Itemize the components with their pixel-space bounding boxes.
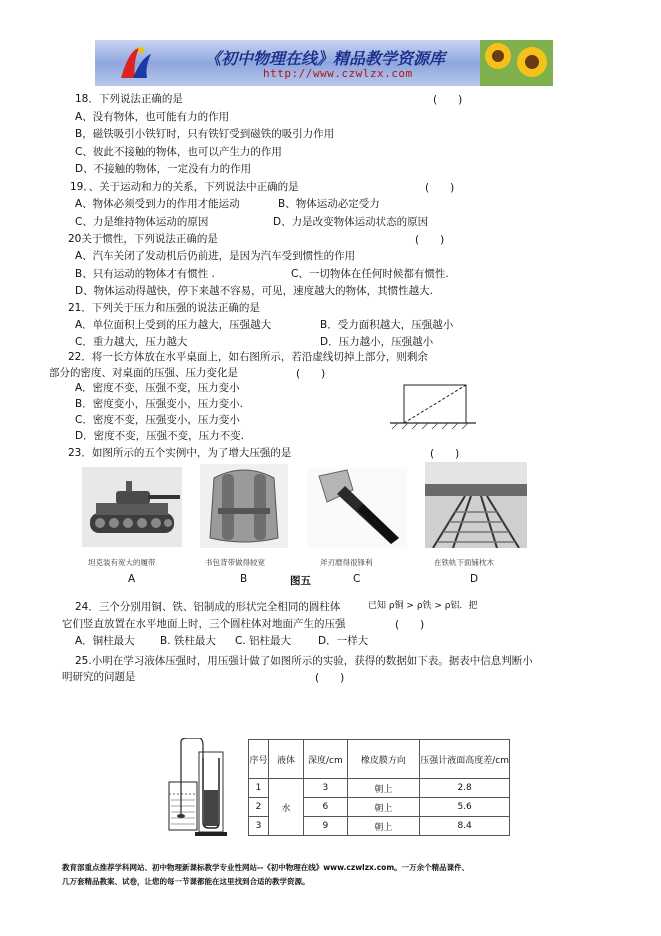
table-cell: 6 (304, 798, 348, 817)
table-header-cell: 橡皮膜方向 (347, 740, 420, 779)
q23-letter-c: C (353, 573, 361, 585)
table-cell: 2 (249, 798, 269, 817)
table-cell: 5.6 (420, 798, 510, 817)
table-cell: 1 (249, 779, 269, 798)
axe-photo (307, 468, 407, 548)
q19-stem: 19．、关于运动和力的关系，下列说法中正确的是 (70, 181, 299, 193)
block-on-table-diagram (388, 382, 478, 434)
pressure-gauge-diagram (165, 738, 230, 838)
q18-option-b: B，磁铁吸引小铁钉时，只有铁钉受到磁铁的吸引力作用 (75, 128, 335, 140)
table-cell: 朝上 (347, 817, 420, 836)
q21-stem: 21．下列关于压力和压强的说法正确的是 (68, 302, 260, 314)
table-cell: 朝上 (347, 798, 420, 817)
q24-answer-bracket[interactable]: ( ) (395, 619, 425, 631)
q18-option-a: A、没有物体，也可能有力的作用 (75, 111, 230, 123)
sunflower-icon (480, 40, 553, 86)
q19-option-a: A、物体必须受到力的作用才能运动 (75, 198, 240, 210)
q23-letter-a: A (128, 573, 136, 585)
q24-stem-line1: 24．三个分别用铜、铁、铝制成的形状完全相同的圆柱体 (75, 601, 341, 613)
q22-option-a: A．密度不变，压强不变，压力变小 (75, 382, 240, 394)
footer-line2: 几万套精品教案、试卷，让您的每一节课都能在这里找到合适的教学资源。 (62, 877, 310, 886)
q21-option-c: C．重力越大，压力越大 (75, 336, 188, 348)
q24-option-a: A．铜柱最大 (75, 635, 135, 647)
banner-title: 《初中物理在线》精品教学资源库 (205, 49, 446, 68)
q22-option-c: C．密度不变，压强变小，压力变小 (75, 414, 240, 426)
q23-figure-label: 图五 (290, 575, 311, 587)
q25-stem-line1: 25.小明在学习液体压强时，用压强计做了如图所示的实验，获得的数据如下表。据表中信息判断小 (75, 655, 533, 667)
table-header-row (249, 740, 510, 779)
q22-answer-bracket[interactable]: ( ) (296, 368, 326, 380)
q23-letter-b: B (240, 573, 248, 585)
q21-option-b: B．受力面积越大，压强越小 (320, 319, 454, 331)
q23-caption-b: 书包背带做得较宽 (205, 558, 265, 567)
header-banner (95, 40, 553, 86)
q18-option-d: D、不接触的物体，一定没有力的作用 (75, 163, 252, 175)
table-header-cell: 序号 (249, 740, 269, 779)
table-cell: 9 (304, 817, 348, 836)
q23-letter-d: D (470, 573, 479, 585)
logo-icon (115, 44, 155, 82)
q23-stem: 23．如图所示的五个实例中，为了增大压强的是 (68, 447, 292, 459)
q18-stem: 18．下列说法正确的是 (75, 93, 183, 105)
tank-photo (82, 467, 182, 547)
q24-density-formula: 已知 ρ铜 > ρ铁 > ρ铝．把 (368, 601, 478, 611)
q19-option-b: B、物体运动必定受力 (278, 198, 380, 210)
q20-option-a: A、汽车关闭了发动机后仍前进，是因为汽车受到惯性的作用 (75, 250, 356, 262)
footer-line1: 教育部重点推荐学科网站、初中物理新课标教学专业性网站--《初中物理在线》www.czwlzx.com。一万余个精品课件、 (62, 863, 470, 872)
q18-answer-bracket[interactable]: ( ) (433, 94, 463, 106)
q22-option-d: D．密度不变，压强不变，压力不变. (75, 430, 244, 442)
q20-option-d: D、物体运动得越快，停下来越不容易，可见，速度越大的物体，其惯性越大. (75, 285, 433, 297)
q21-option-d: D．压力越小，压强越小 (320, 336, 434, 348)
table-row (249, 779, 510, 798)
q22-stem-line2: 部分的密度、对桌面的压强、压力变化是 (49, 367, 238, 379)
table-header-cell: 深度/cm (304, 740, 348, 779)
table-header-cell: 压强计液面高度差/cm (420, 740, 510, 779)
q20-answer-bracket[interactable]: ( ) (415, 234, 445, 246)
q24-option-c: C. 铝柱最大 (235, 635, 292, 647)
railway-photo (425, 462, 527, 548)
q23-answer-bracket[interactable]: ( ) (430, 448, 460, 460)
q19-option-c: C、力是维持物体运动的原因 (75, 216, 209, 228)
q24-option-d: D．一样大 (318, 635, 369, 647)
q20-option-b: B、只有运动的物体才有惯性 . (75, 268, 215, 280)
q18-option-c: C、彼此不接触的物体，也可以产生力的作用 (75, 146, 282, 158)
q22-option-b: B．密度变小，压强变小，压力变小. (75, 398, 244, 410)
q23-caption-a: 坦克装有宽大的履带 (88, 558, 156, 567)
q20-stem: 20关于惯性，下列说法正确的是 (68, 233, 218, 245)
banner-url[interactable]: http://www.czwlzx.com (263, 67, 413, 80)
q19-option-d: D、力是改变物体运动状态的原因 (273, 216, 429, 228)
q24-stem-line2: 它们竖直放置在水平地面上时，三个圆柱体对地面产生的压强 (62, 618, 346, 630)
table-cell: 8.4 (420, 817, 510, 836)
table-header-cell: 液体 (268, 740, 303, 779)
q22-stem-line1: 22．将一长方体放在水平桌面上，如右图所示，若沿虚线切掉上部分，则剩余 (68, 351, 428, 363)
table-cell-liquid: 水 (268, 779, 303, 836)
table-cell: 2.8 (420, 779, 510, 798)
q23-caption-c: 斧刃磨得很锋利 (320, 558, 373, 567)
table-cell: 朝上 (347, 779, 420, 798)
q25-data-table (248, 739, 510, 836)
q24-option-b: B. 铁柱最大 (160, 635, 216, 647)
q25-stem-line2: 明研究的问题是 (62, 671, 136, 683)
table-cell: 3 (249, 817, 269, 836)
table-cell: 3 (304, 779, 348, 798)
q21-option-a: A．单位面积上受到的压力越大，压强越大 (75, 319, 272, 331)
backpack-photo (200, 464, 288, 548)
q20-option-c: C、一切物体在任何时候都有惯性. (291, 268, 449, 280)
q25-answer-bracket[interactable]: ( ) (315, 672, 345, 684)
q23-caption-d: 在铁轨下面铺枕木 (434, 558, 494, 567)
q19-answer-bracket[interactable]: ( ) (425, 182, 455, 194)
